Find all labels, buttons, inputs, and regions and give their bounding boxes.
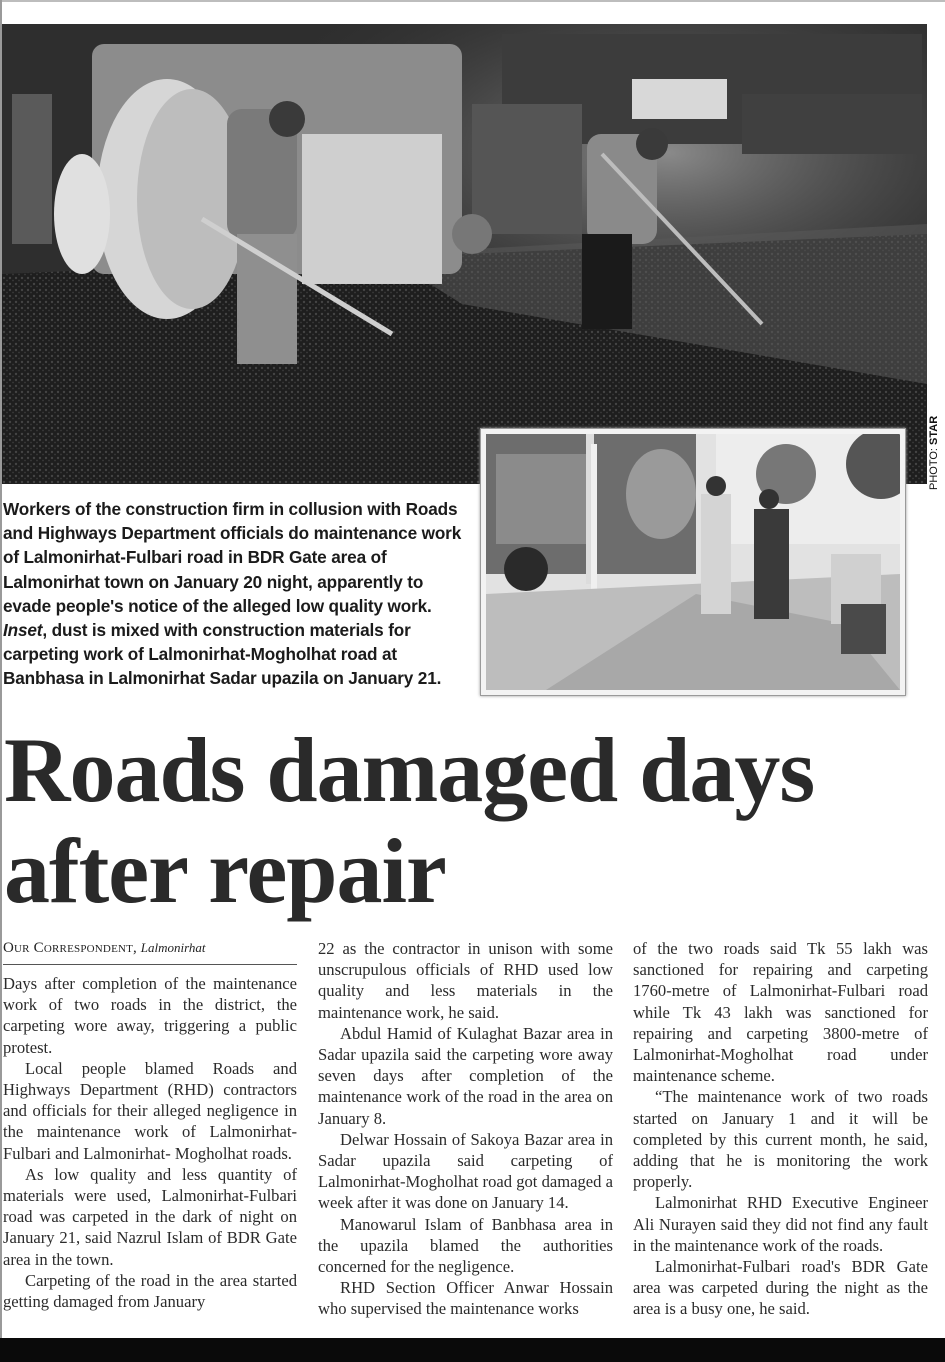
main-photo [2, 24, 927, 484]
inset-photo [480, 428, 906, 696]
byline [3, 940, 297, 965]
article-paragraph: Days after completion of the maintenance work of two roads in the district, the carpeting wore away, triggering a public protest. [3, 974, 297, 1057]
photo-credit-label: PHOTO: [928, 448, 940, 490]
article-paragraph: Abdul Hamid of Kulaghat Bazar area in Sadar upazila said the carpeting wore away seven days after completion of the maintenance work of the road in the area on January 8. [318, 1023, 613, 1128]
article-paragraph: Lalmonirhat RHD Executive Engineer Ali Nurayen said they did not find any fault in the maintenance work of the roads. [633, 1193, 928, 1255]
article-paragraph: Carpeting of the road in the area started getting damaged from January [3, 1270, 297, 1312]
page-bottom-bar [0, 1338, 945, 1362]
article-column-3 [633, 938, 928, 1320]
road-work-night-image [2, 24, 927, 484]
photo-credit-source: STAR [928, 415, 940, 445]
headline: Roads damaged days after repair [4, 719, 815, 922]
photo-credit [928, 400, 944, 490]
article-paragraph: Delwar Hossain of Sakoya Bazar area in Sadar upazila said carpeting of Lalmonirhat-Mogholhat road got damaged a week after it was done on January 14. [318, 1129, 613, 1213]
byline-name: Our Correspondent, [3, 940, 138, 956]
caption-inset-word: Inset [3, 620, 43, 641]
inset-photo-image [486, 434, 900, 690]
page-top-rule [0, 0, 945, 2]
photo-caption [3, 497, 473, 691]
caption-inset-text: , dust is mixed with construction materials for carpeting work of Lalmonirhat-Mogholhat road at Banbhasa in Lalmonirhat Sadar upazila on January 21. [3, 620, 442, 689]
byline-place: Lalmonirhat [140, 940, 206, 955]
article-column-2 [318, 938, 613, 1320]
article-paragraph: 22 as the contractor in unison with some unscrupulous officials of RHD used low quality and less materials in the maintenance work, he said. [318, 939, 613, 1022]
article-paragraph: Lalmonirhat-Fulbari road's BDR Gate area was carpeted during the night as the area is a busy one, he said. [633, 1257, 928, 1319]
article-paragraph: of the two roads said Tk 55 lakh was sanctioned for repairing and carpeting 1760-metre of Lalmonirhat-Fulbari road while Tk 43 lakh was sanctioned for repairing and carpeting 3800-metre of Lalmonirhat-Mogholhat road under maintenance scheme. [633, 939, 928, 1086]
caption-main-text: Workers of the construction firm in collusion with Roads and Highways Department officials do maintenance work of Lalmonirhat-Fulbari road in BDR Gate area of Lalmonirhat town on January 20 night, apparently to evade people's notice of the alleged low quality work. [3, 499, 462, 616]
article-column-1 [3, 973, 297, 1312]
article-paragraph: Local people blamed Roads and Highways Department (RHD) contractors and officials for their alleged negligence in the maintenance work of Lalmonirhat-Fulbari and Lalmonirhat- Mogholhat roads. [3, 1058, 297, 1163]
article-paragraph: RHD Section Officer Anwar Hossain who supervised the maintenance works [318, 1278, 613, 1319]
article-paragraph: “The maintenance work of two roads started on January 1 and it will be completed by this current month, he said, adding that he is monitoring the work properly. [633, 1087, 928, 1192]
article-paragraph: As low quality and less quantity of materials were used, Lalmonirhat-Fulbari road was carpeted in the dark of night on January 21, said Nazrul Islam of BDR Gate area in the town. [3, 1164, 297, 1269]
dust-mixing-image [486, 434, 900, 690]
article-paragraph: Manowarul Islam of Banbhasa area in the upazila blamed the authorities concerned for the negligence. [318, 1214, 613, 1277]
